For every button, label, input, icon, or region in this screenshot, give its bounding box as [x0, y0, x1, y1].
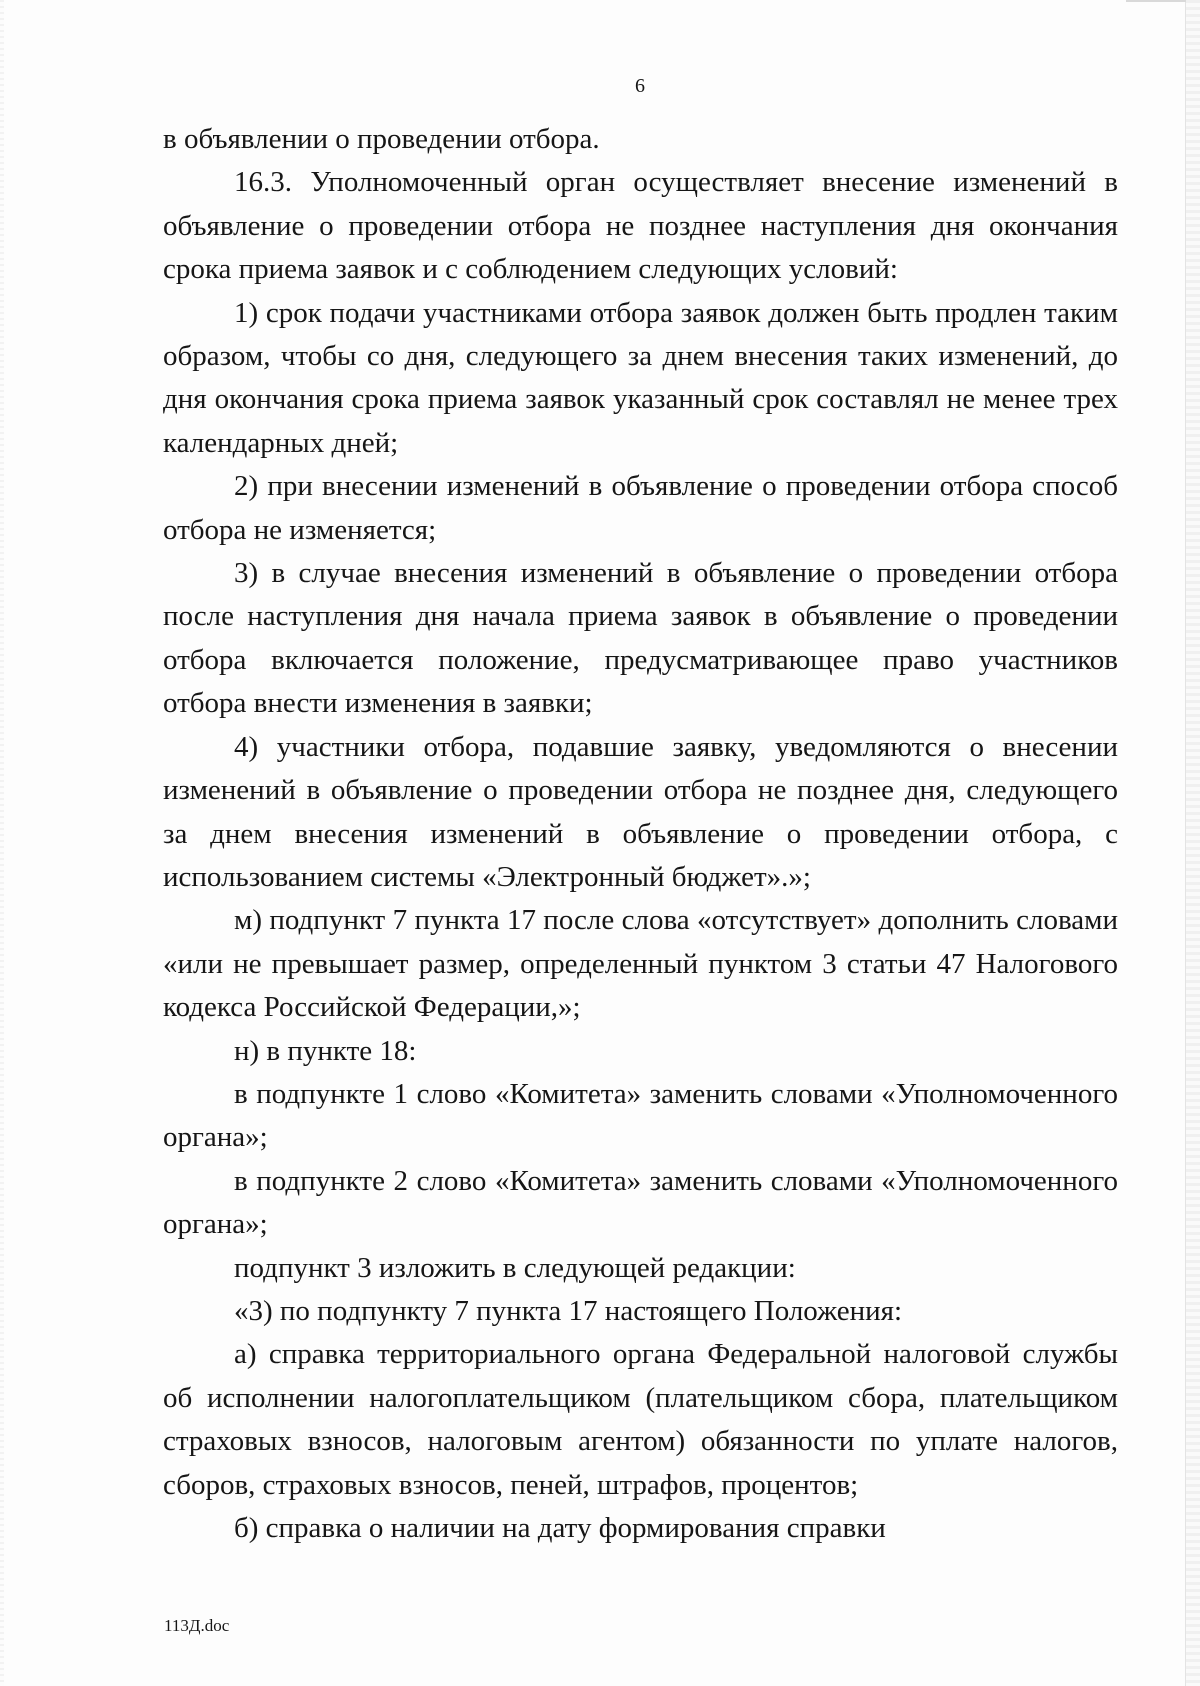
document-body: [163, 118, 1118, 1550]
paragraph: в подпункте 1 слово «Комитета» заменить словами «Уполномоченного органа»;: [163, 1077, 1118, 1154]
paragraph: 16.3. Уполномоченный орган осуществляет внесение изменений в объявление о проведении отбора не позднее наступления дня окончания срока приема заявок и с соблюдением следующих условий:: [163, 166, 1118, 286]
paragraph: в объявлении о проведении отбора.: [163, 123, 600, 155]
paragraph: «3) по подпункту 7 пункта 17 настоящего Положения:: [234, 1294, 903, 1327]
paragraph: 1) срок подачи участниками отбора заявок должен быть продлен таким образом, чтобы со дня, следующего за днем внесения таких изменений, до дня окончания срока приема заявок указанный срок составлял не менее трех календарных дней;: [163, 296, 1118, 459]
paragraph: м) подпункт 7 пункта 17 после слова «отсутствует» дополнить словами «или не превышает размер, определенный пунктом 3 статьи 47 Налогового кодекса Российской Федерации,»;: [163, 904, 1118, 1024]
paragraph: 4) участники отбора, подавшие заявку, уведомляются о внесении изменений в объявление о проведении отбора не позднее дня, следующего за днем внесения изменений в объявление о проведении отбора, с использованием системы «Электронный бюджет».»;: [163, 730, 1118, 893]
scan-edge-right: [1185, 0, 1200, 1686]
paragraph: подпункт 3 изложить в следующей редакции:: [234, 1251, 796, 1284]
paragraph: а) справка территориального органа Федеральной налоговой службы об исполнении налогоплательщиком (плательщиком сбора, плательщиком страховых взносов, налоговым агентом) обязанности по уплате налогов, сборов, страховых взносов, пеней, штрафов, процентов;: [163, 1338, 1118, 1501]
footer-filename: 113Д.doc: [164, 1616, 230, 1635]
paragraph: б) справка о наличии на дату формирования справки: [234, 1512, 886, 1544]
paragraph: в подпункте 2 слово «Комитета» заменить словами «Уполномоченного органа»;: [163, 1164, 1118, 1241]
paragraph: 3) в случае внесения изменений в объявление о проведении отбора после наступления дня начала приема заявок в объявление о проведении отбора включается положение, предусматривающее право участников отбора внести изменения в заявки;: [163, 557, 1118, 720]
scan-edge-left: [0, 0, 4, 1686]
page-number: 6: [635, 75, 645, 97]
scan-edge-top: [1126, 0, 1186, 2]
paragraph: н) в пункте 18:: [234, 1034, 417, 1067]
paragraph: 2) при внесении изменений в объявление о проведении отбора способ отбора не изменяется;: [163, 470, 1118, 546]
